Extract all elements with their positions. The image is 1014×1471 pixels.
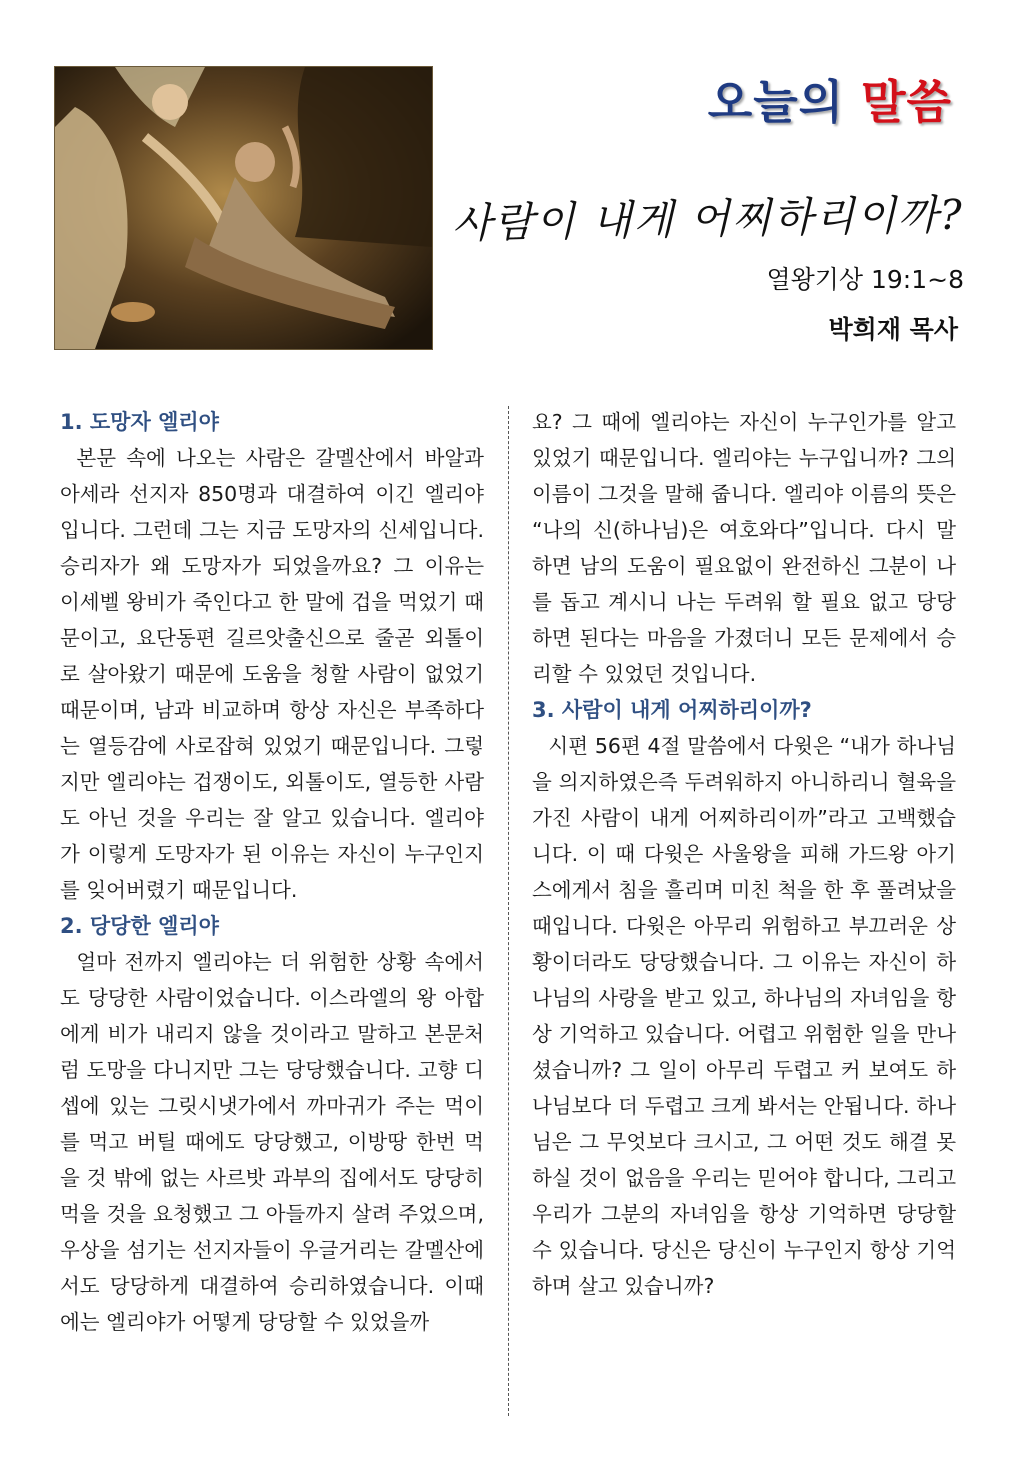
preacher-name: 박희재 목사 xyxy=(828,315,958,344)
right-column xyxy=(532,404,956,1304)
brand-title-part2: 말씀 xyxy=(861,75,952,129)
section-1-body: 본문 속에 나오는 사람은 갈멜산에서 바알과 아세라 선지자 850명과 대결하여 이긴 엘리야입니다. 그런데 그는 지금 도망자의 신세입니다. 승리자가 왜 도망자가 되었을까요? 그 이유는 이세벨 왕비가 죽인다고 한 말에 겁을 먹었기 때문이고, 요단동편 길르앗출신으로 줄곧 외톨이로 살아왔기 때문에 도움을 청할 사람이 없었기 때문이며, 남과 비교하며 항상 자신은 부족하다는 열등감에 사로잡혀 있었기 때문입니다. 그렇지만 엘리야는 겁쟁이도, 외톨이도, 열등한 사람도 아닌 것을 우리는 잘 알고 있습니다. 엘리야가 이렇게 도망자가 된 이유는 자신이 누구인지를 잊어버렸기 때문입니다. xyxy=(60,446,484,902)
left-column xyxy=(60,404,484,1340)
section-1-heading: 1. 도망자 엘리야 xyxy=(60,410,219,434)
section-3-body: 시편 56편 4절 말씀에서 다윗은 “내가 하나님을 의지하였은즉 두려워하지 아니하리니 혈육을 가진 사람이 내게 어찌하리이까”라고 고백했습니다. 이 때 다윗은 사울왕을 피해 가드왕 아기스에게서 침을 흘리며 미친 척을 한 후 풀려났을 때입니다. 다윗은 아무리 위험하고 부끄러운 상황이더라도 당당했습니다. 그 이유는 자신이 하나님의 사랑을 받고 있고, 하나님의 자녀임을 항상 기억하고 있습니다. 어렵고 위험한 일을 만나셨습니까? 그 일이 아무리 두렵고 커 보여도 하나님보다 더 두렵고 크게 봐서는 안됩니다. 하나님은 그 무엇보다 크시고, 그 어떤 것도 해결 못하실 것이 없음을 우리는 믿어야 합니다, 그리고 우리가 그분의 자녀임을 항상 기억하면 당당할 수 있습니다. 당신은 당신이 누구인지 항상 기억하며 살고 있습니까? xyxy=(532,734,956,1298)
brand-title xyxy=(708,66,952,132)
column-divider xyxy=(508,406,509,1416)
section-2-body: 얼마 전까지 엘리야는 더 위험한 상황 속에서도 당당한 사람이었습니다. 이스라엘의 왕 아합에게 비가 내리지 않을 것이라고 말하고 본문처럼 도망을 다니지만 그는 당당했습니다. 고향 디셉에 있는 그릿시냇가에서 까마귀가 주는 먹이를 먹고 버틸 때에도 당당했고, 이방땅 한번 먹을 것 밖에 없는 사르밧 과부의 집에서도 당당히 먹을 것을 요청했고 그 아들까지 살려 주었으며, 우상을 섬기는 선지자들이 우글거리는 갈멜산에서도 당당하게 대결하여 승리하였습니다. 이때에는 엘리야가 어떻게 당당할 수 있었을까 xyxy=(60,950,484,1334)
sermon-title: 사람이 내게 어찌하리이까? xyxy=(451,190,965,248)
painting-image xyxy=(55,67,432,349)
brand-title-part1: 오늘의 xyxy=(707,75,862,129)
section-2-body-continued: 요? 그 때에 엘리야는 자신이 누구인가를 알고 있었기 때문입니다. 엘리야는 누구입니까? 그의 이름이 그것을 말해 줍니다. 엘리야 이름의 뜻은 “나의 신(하나님)은 여호와다”입니다. 다시 말하면 남의 도움이 필요없이 완전하신 그분이 나를 돕고 계시니 나는 두려워 할 필요 없고 당당하면 된다는 마음을 가졌더니 모든 문제에서 승리할 수 있었던 것입니다. xyxy=(532,410,956,686)
section-2-heading: 2. 당당한 엘리야 xyxy=(60,914,219,938)
elijah-angel-painting xyxy=(54,66,433,350)
section-3-heading: 3. 사람이 내게 어찌하리이까? xyxy=(532,698,812,722)
scripture-reference: 열왕기상 19:1~8 xyxy=(766,265,964,294)
